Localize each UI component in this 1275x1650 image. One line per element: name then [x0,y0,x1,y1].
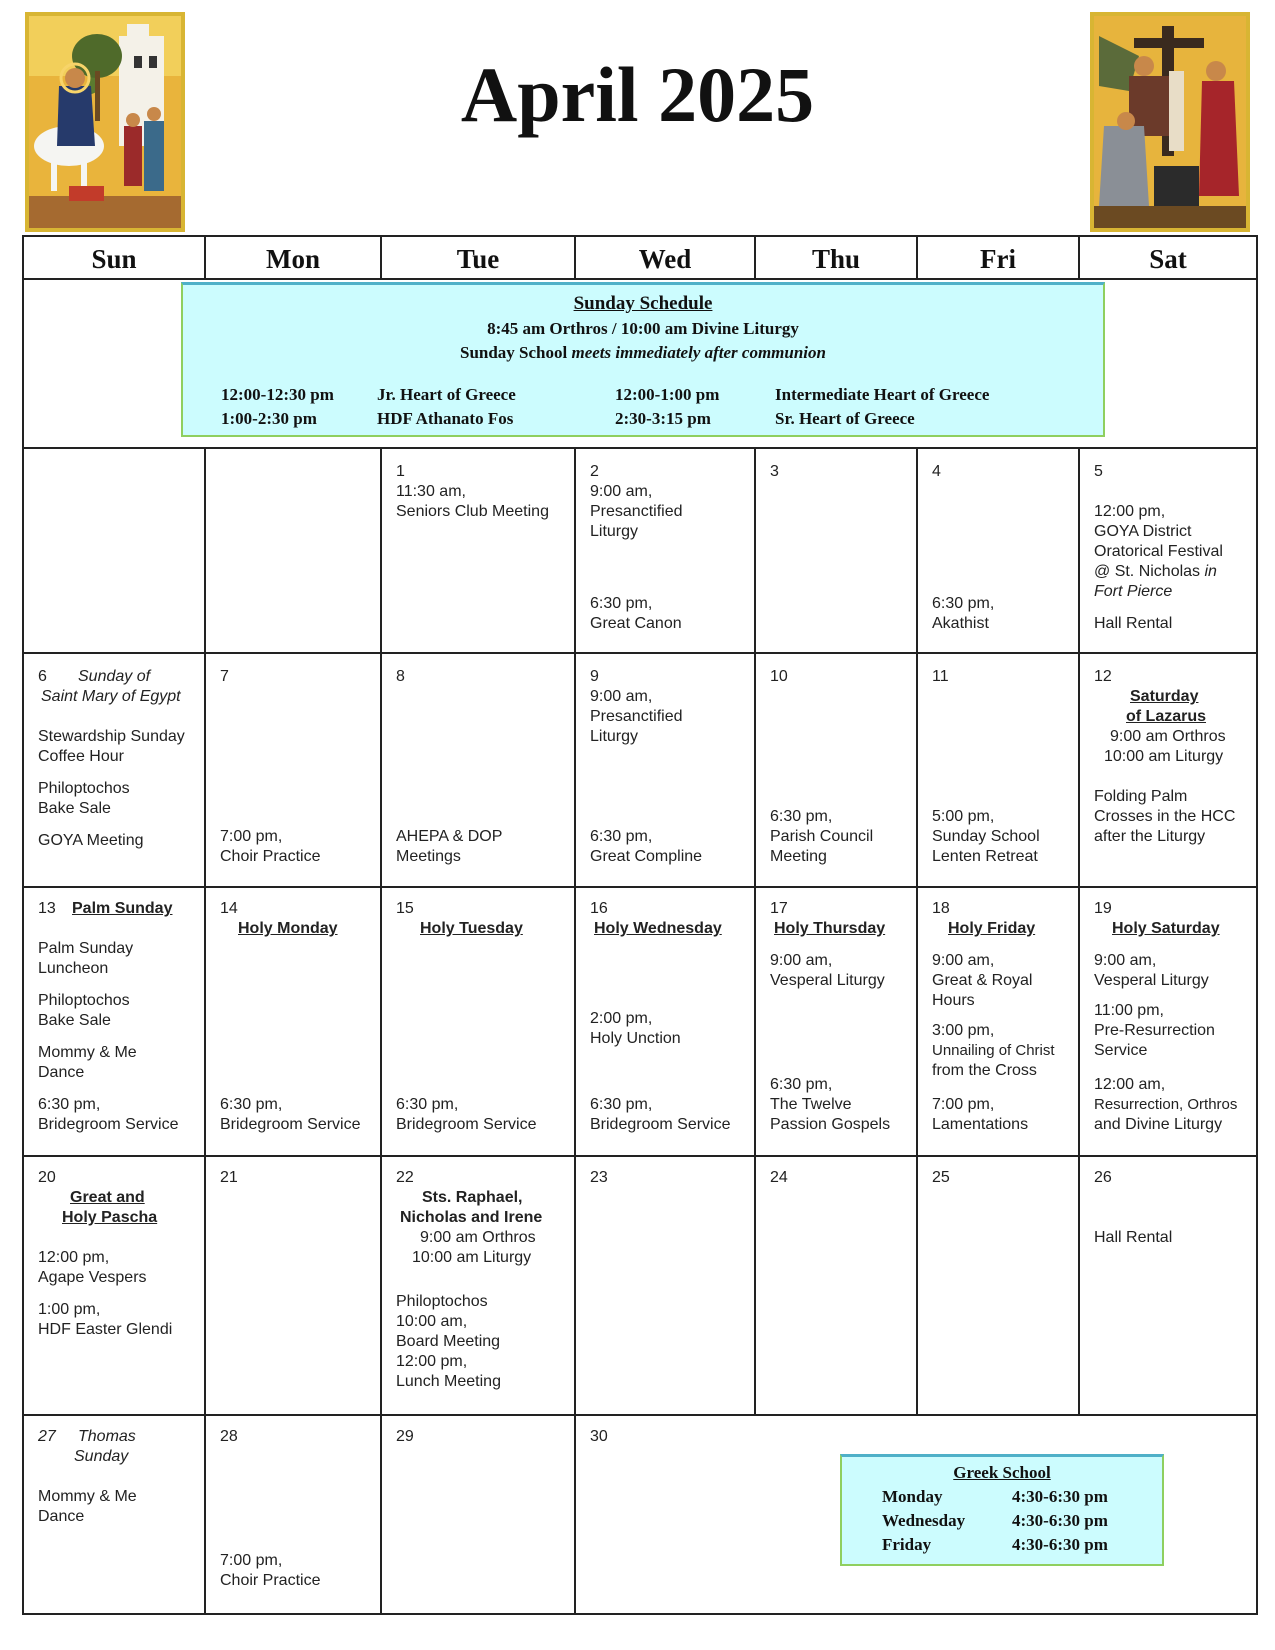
event-title: Seniors Club Meeting [396,503,549,520]
event-title: Lamentations [932,1116,1029,1133]
sunday-schedule-box [181,282,1105,437]
day-number: 16 [590,900,608,917]
event-location: Fort Pierce [1094,583,1173,600]
day-number: 15 [396,900,414,917]
greek-school-box [840,1454,1164,1566]
schedule-group: Jr. Heart of Greece [377,385,516,404]
event-title: The Twelve [770,1096,852,1113]
event-time: 6:30 pm, [590,1096,653,1113]
day-number: 26 [1094,1169,1112,1186]
event-title: Hours [932,992,975,1009]
event-title: Lenten Retreat [932,848,1038,865]
day-number: 12 [1094,668,1112,685]
sunday-schedule-heading: Sunday Schedule [573,293,713,314]
event-time: 7:00 pm, [220,1552,283,1569]
schedule-time: 12:00-12:30 pm [221,385,334,404]
day-number: 4 [932,463,941,480]
event-time: 12:00 pm, [396,1353,468,1370]
event-title: Holy Unction [590,1030,681,1047]
service-time: 9:00 am Orthros [1110,728,1226,745]
event-title: Presanctified [590,503,683,520]
feast-name: Great and [70,1189,145,1206]
descent-from-cross-icon [1090,12,1250,232]
event-title: Meetings [396,848,461,865]
service-time: 10:00 am Liturgy [412,1249,532,1266]
event-title: Sunday School [932,828,1040,845]
feast-name: Sunday [74,1448,129,1465]
day-number: 13 [38,900,56,917]
event-title: Luncheon [38,960,109,977]
event-title: Presanctified [590,708,683,725]
greek-school-day: Friday [882,1535,932,1554]
event-time: 3:00 pm, [932,1022,995,1039]
event-time: 6:30 pm, [590,828,653,845]
event-title: Passion Gospels [770,1116,891,1133]
event-title: Bake Sale [38,800,111,817]
event-title: Great & Royal [932,972,1033,989]
event-title: HDF Easter Glendi [38,1321,173,1338]
day-number: 5 [1094,463,1103,480]
feast-name: Thomas [78,1428,136,1445]
event-title: Palm Sunday [38,940,134,957]
day-number: 10 [770,668,788,685]
feast-name: Nicholas and Irene [400,1209,543,1226]
event-time: 11:30 am, [396,483,466,500]
event-time: 6:30 pm, [770,1076,833,1093]
day-number: 29 [396,1428,414,1445]
day-header-sun: Sun [91,244,137,274]
feast-name: Palm Sunday [72,900,173,917]
feast-name: Holy Pascha [62,1209,158,1226]
day-number: 6 [38,668,47,685]
day-number: 24 [770,1169,788,1186]
event-time: 6:30 pm, [932,595,995,612]
event-time: 9:00 am, [590,483,653,500]
day-number: 8 [396,668,405,685]
day-number: 14 [220,900,238,917]
day-number: 7 [220,668,229,685]
greek-school-time: 4:30-6:30 pm [1012,1487,1108,1506]
event-title: Philoptochos [396,1293,488,1310]
event-title: Bridegroom Service [590,1116,731,1133]
schedule-time: 1:00-2:30 pm [221,409,317,428]
event-title: Mommy & Me [38,1044,137,1061]
event-time: 6:30 pm, [38,1096,101,1113]
day-number: 11 [932,668,949,685]
greek-school-time: 4:30-6:30 pm [1012,1535,1108,1554]
event-title: Great Compline [590,848,703,865]
feast-name: Holy Saturday [1112,920,1220,937]
feast-name: Holy Thursday [774,920,886,937]
event-time: 7:00 pm, [932,1096,995,1113]
event-time: 5:00 pm, [932,808,995,825]
greek-school-day: Monday [882,1487,943,1506]
page-title: April 2025 [460,51,815,138]
day-number: 30 [590,1428,608,1445]
event-time: 9:00 am, [770,952,833,969]
event-time: 12:00 am, [1094,1076,1166,1093]
day-header-thu: Thu [811,244,861,274]
event-title: Dance [38,1508,85,1525]
event-title: Agape Vespers [38,1269,147,1286]
event-time: 6:30 pm, [770,808,833,825]
day-number: 17 [770,900,788,917]
day-number: 25 [932,1169,950,1186]
feast-name: Holy Friday [948,920,1036,937]
day-number: 2 [590,463,599,480]
event-time: 11:00 pm, [1094,1002,1164,1019]
event-title: Liturgy [590,728,639,745]
schedule-group: Intermediate Heart of Greece [775,385,990,404]
event-title: Board Meeting [396,1333,501,1350]
event-time: 9:00 am, [590,688,653,705]
event-time: 6:30 pm, [220,1096,283,1113]
day-header-mon: Mon [266,244,320,274]
event-title: Choir Practice [220,1572,321,1589]
event-title: Choir Practice [220,848,321,865]
sunday-school-note: Sunday School meets immediately after communion [459,343,826,362]
feast-name: Sts. Raphael, [422,1189,523,1206]
event-title: Bridegroom Service [38,1116,179,1133]
event-title: Vesperal Liturgy [1094,972,1209,989]
event-title: Parish Council [770,828,874,845]
feast-name: Holy Monday [238,920,338,937]
event-title: Meeting [770,848,827,865]
greek-school-day: Wednesday [882,1511,966,1530]
event-title: Bridegroom Service [220,1116,361,1133]
service-time: 9:00 am Orthros [420,1229,536,1246]
day-header-wed: Wed [638,244,692,274]
event-title: after the Liturgy [1094,828,1206,845]
day-number: 20 [38,1169,56,1186]
event-time: 9:00 am, [932,952,995,969]
event-title: Philoptochos [38,780,130,797]
palm-sunday-icon [25,12,185,232]
schedule-group: HDF Athanato Fos [377,409,514,428]
feast-name: Holy Tuesday [420,920,523,937]
event-title: Hall Rental [1094,1229,1173,1246]
event-title: GOYA District [1094,523,1192,540]
event-title: Akathist [932,615,989,632]
event-title: Service [1094,1042,1148,1059]
event-title: Lunch Meeting [396,1373,501,1390]
day-number: 28 [220,1428,238,1445]
event-title: Bake Sale [38,1012,111,1029]
event-title: and Divine Liturgy [1094,1116,1223,1133]
event-time: 6:30 pm, [396,1096,459,1113]
calendar-grid [22,235,1258,1615]
event-title: from the Cross [932,1062,1037,1079]
event-time: 6:30 pm, [590,595,653,612]
feast-name: Holy Wednesday [594,920,722,937]
event-title: Resurrection, Orthros [1094,1096,1238,1113]
feast-name: Saint Mary of Egypt [41,688,181,705]
day-number: 23 [590,1169,608,1186]
event-time: 1:00 pm, [38,1301,101,1318]
event-time: 12:00 pm, [38,1249,110,1266]
event-title: Unnailing of Christ [932,1042,1055,1059]
schedule-time: 12:00-1:00 pm [615,385,720,404]
event-title: Dance [38,1064,85,1081]
event-title: Hall Rental [1094,615,1173,632]
event-title: Philoptochos [38,992,130,1009]
feast-name: Sunday of [78,668,151,685]
greek-school-time: 4:30-6:30 pm [1012,1511,1108,1530]
day-number: 19 [1094,900,1112,917]
feast-name: of Lazarus [1126,708,1207,725]
day-header-tue: Tue [456,244,500,274]
greek-school-heading: Greek School [953,1463,1051,1482]
day-number: 22 [396,1169,414,1186]
event-title: Mommy & Me [38,1488,137,1505]
day-number: 3 [770,463,779,480]
day-number: 21 [220,1169,238,1186]
event-title: Crosses in the HCC [1094,808,1236,825]
event-title: Liturgy [590,523,639,540]
service-time: 10:00 am Liturgy [1104,748,1224,765]
event-title: Pre-Resurrection [1094,1022,1215,1039]
event-time: 7:00 pm, [220,828,283,845]
event-title: Bridegroom Service [396,1116,537,1133]
event-time: 10:00 am, [396,1313,468,1330]
event-title: Folding Palm [1094,788,1188,805]
schedule-time: 2:30-3:15 pm [615,409,711,428]
event-title: Oratorical Festival [1094,543,1223,560]
day-header-sat: Sat [1149,244,1187,274]
day-header-fri: Fri [980,244,1016,274]
feast-name: Saturday [1130,688,1199,705]
day-number: 9 [590,668,599,685]
event-time: 2:00 pm, [590,1010,653,1027]
event-title: GOYA Meeting [38,832,144,849]
event-title: Vesperal Liturgy [770,972,885,989]
event-time: 12:00 pm, [1094,503,1166,520]
event-title: AHEPA & DOP [396,828,503,845]
day-number: 27 [38,1428,56,1445]
day-number: 18 [932,900,950,917]
event-time: 9:00 am, [1094,952,1157,969]
event-title: Coffee Hour [38,748,124,765]
schedule-group: Sr. Heart of Greece [775,409,915,428]
event-title: Great Canon [590,615,682,632]
event-location: @ St. Nicholas in [1094,563,1217,580]
day-number: 1 [396,463,405,480]
event-title: Stewardship Sunday [38,728,185,745]
sunday-schedule-liturgy: 8:45 am Orthros / 10:00 am Divine Liturgy [487,319,799,338]
